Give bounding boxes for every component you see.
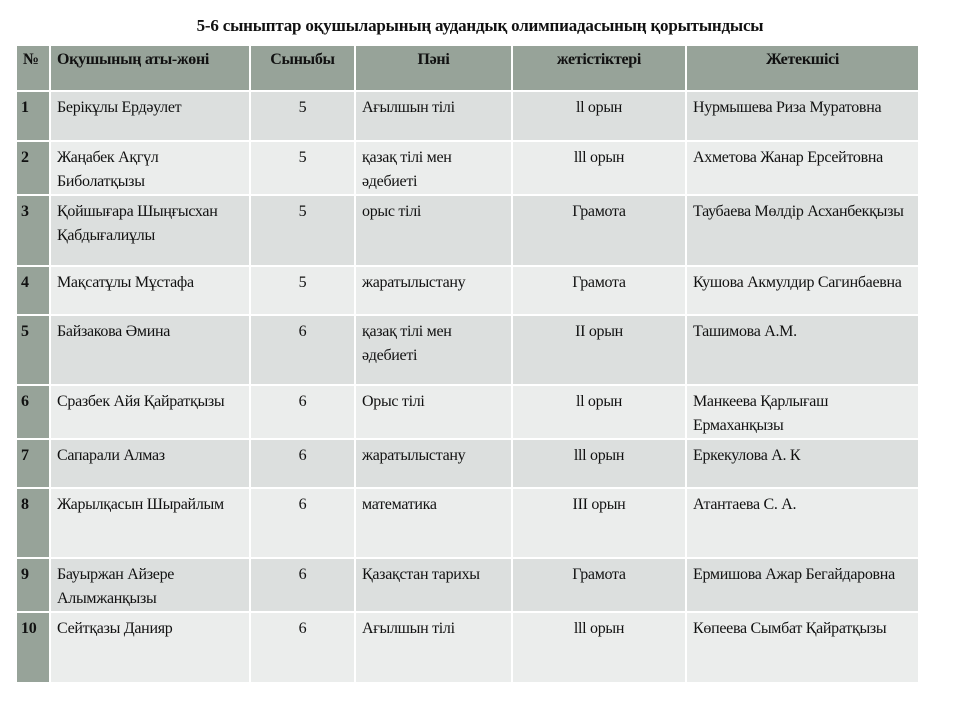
row-number: 7 bbox=[16, 439, 50, 488]
header-achievement: жетістіктері bbox=[512, 45, 686, 91]
grade: 6 bbox=[250, 385, 355, 439]
achievement: III орын bbox=[512, 488, 686, 558]
header-number: № bbox=[16, 45, 50, 91]
grade: 6 bbox=[250, 558, 355, 612]
row-number: 9 bbox=[16, 558, 50, 612]
table-header-row bbox=[16, 45, 919, 91]
student-name: Сейтқазы Данияр bbox=[50, 612, 250, 683]
grade: 5 bbox=[250, 195, 355, 266]
subject: қазақ тілі мен әдебиеті bbox=[355, 141, 512, 195]
table-row bbox=[16, 315, 919, 385]
table-row bbox=[16, 439, 919, 488]
student-name: Байзакова Әмина bbox=[50, 315, 250, 385]
header-teacher: Жетекшісі bbox=[686, 45, 919, 91]
subject: Ағылшын тілі bbox=[355, 612, 512, 683]
table-row bbox=[16, 558, 919, 612]
achievement: Грамота bbox=[512, 266, 686, 315]
row-number: 5 bbox=[16, 315, 50, 385]
achievement: II орын bbox=[512, 315, 686, 385]
table-row bbox=[16, 91, 919, 141]
page-title: 5-6 сыныптар оқушыларының аудандық олимпиадасының қорытындысы bbox=[196, 16, 764, 35]
table-row bbox=[16, 266, 919, 315]
teacher-name: Ахметова Жанар Ерсейтовна bbox=[686, 141, 919, 195]
table-row bbox=[16, 385, 919, 439]
row-number: 10 bbox=[16, 612, 50, 683]
student-name: Қойшығара Шыңғысхан Қабдығалиұлы bbox=[50, 195, 250, 266]
grade: 6 bbox=[250, 439, 355, 488]
grade: 6 bbox=[250, 488, 355, 558]
row-number: 2 bbox=[16, 141, 50, 195]
subject: Қазақстан тарихы bbox=[355, 558, 512, 612]
table-row bbox=[16, 195, 919, 266]
teacher-name: Еркекулова А. К bbox=[686, 439, 919, 488]
teacher-name: Таубаева Мөлдір Асханбекқызы bbox=[686, 195, 919, 266]
row-number: 6 bbox=[16, 385, 50, 439]
teacher-name: Нурмышева Риза Муратовна bbox=[686, 91, 919, 141]
row-number: 8 bbox=[16, 488, 50, 558]
teacher-name: Манкеева Қарлығаш Ермаханқызы bbox=[686, 385, 919, 439]
achievement: ll орын bbox=[512, 385, 686, 439]
subject: қазақ тілі мен әдебиеті bbox=[355, 315, 512, 385]
table-row bbox=[16, 612, 919, 683]
grade: 5 bbox=[250, 91, 355, 141]
student-name: Берікұлы Ердәулет bbox=[50, 91, 250, 141]
header-student-name: Оқушының аты-жөні bbox=[50, 45, 250, 91]
achievement: ll орын bbox=[512, 91, 686, 141]
header-grade: Сыныбы bbox=[250, 45, 355, 91]
student-name: Мақсатұлы Мұстафа bbox=[50, 266, 250, 315]
row-number: 1 bbox=[16, 91, 50, 141]
achievement: lll орын bbox=[512, 439, 686, 488]
row-number: 4 bbox=[16, 266, 50, 315]
student-name: Бауыржан Айзере Алымжанқызы bbox=[50, 558, 250, 612]
row-number: 3 bbox=[16, 195, 50, 266]
achievement: Грамота bbox=[512, 195, 686, 266]
subject: орыс тілі bbox=[355, 195, 512, 266]
grade: 5 bbox=[250, 266, 355, 315]
achievement: lll орын bbox=[512, 612, 686, 683]
student-name: Жарылқасын Шырайлым bbox=[50, 488, 250, 558]
results-table bbox=[15, 44, 920, 684]
subject: Орыс тілі bbox=[355, 385, 512, 439]
teacher-name: Кушова Акмулдир Сагинбаевна bbox=[686, 266, 919, 315]
student-name: Сапарали Алмаз bbox=[50, 439, 250, 488]
grade: 6 bbox=[250, 612, 355, 683]
header-subject: Пәні bbox=[355, 45, 512, 91]
subject: жаратылыстану bbox=[355, 439, 512, 488]
student-name: Сразбек Айя Қайратқызы bbox=[50, 385, 250, 439]
teacher-name: Ермишова Ажар Бегайдаровна bbox=[686, 558, 919, 612]
grade: 5 bbox=[250, 141, 355, 195]
teacher-name: Ташимова А.М. bbox=[686, 315, 919, 385]
table-row bbox=[16, 141, 919, 195]
subject: жаратылыстану bbox=[355, 266, 512, 315]
subject: Ағылшын тілі bbox=[355, 91, 512, 141]
achievement: Грамота bbox=[512, 558, 686, 612]
teacher-name: Көпеева Сымбат Қайратқызы bbox=[686, 612, 919, 683]
subject: математика bbox=[355, 488, 512, 558]
grade: 6 bbox=[250, 315, 355, 385]
table-row bbox=[16, 488, 919, 558]
student-name: Жаңабек Ақгүл Биболатқызы bbox=[50, 141, 250, 195]
teacher-name: Атантаева С. А. bbox=[686, 488, 919, 558]
achievement: lll орын bbox=[512, 141, 686, 195]
